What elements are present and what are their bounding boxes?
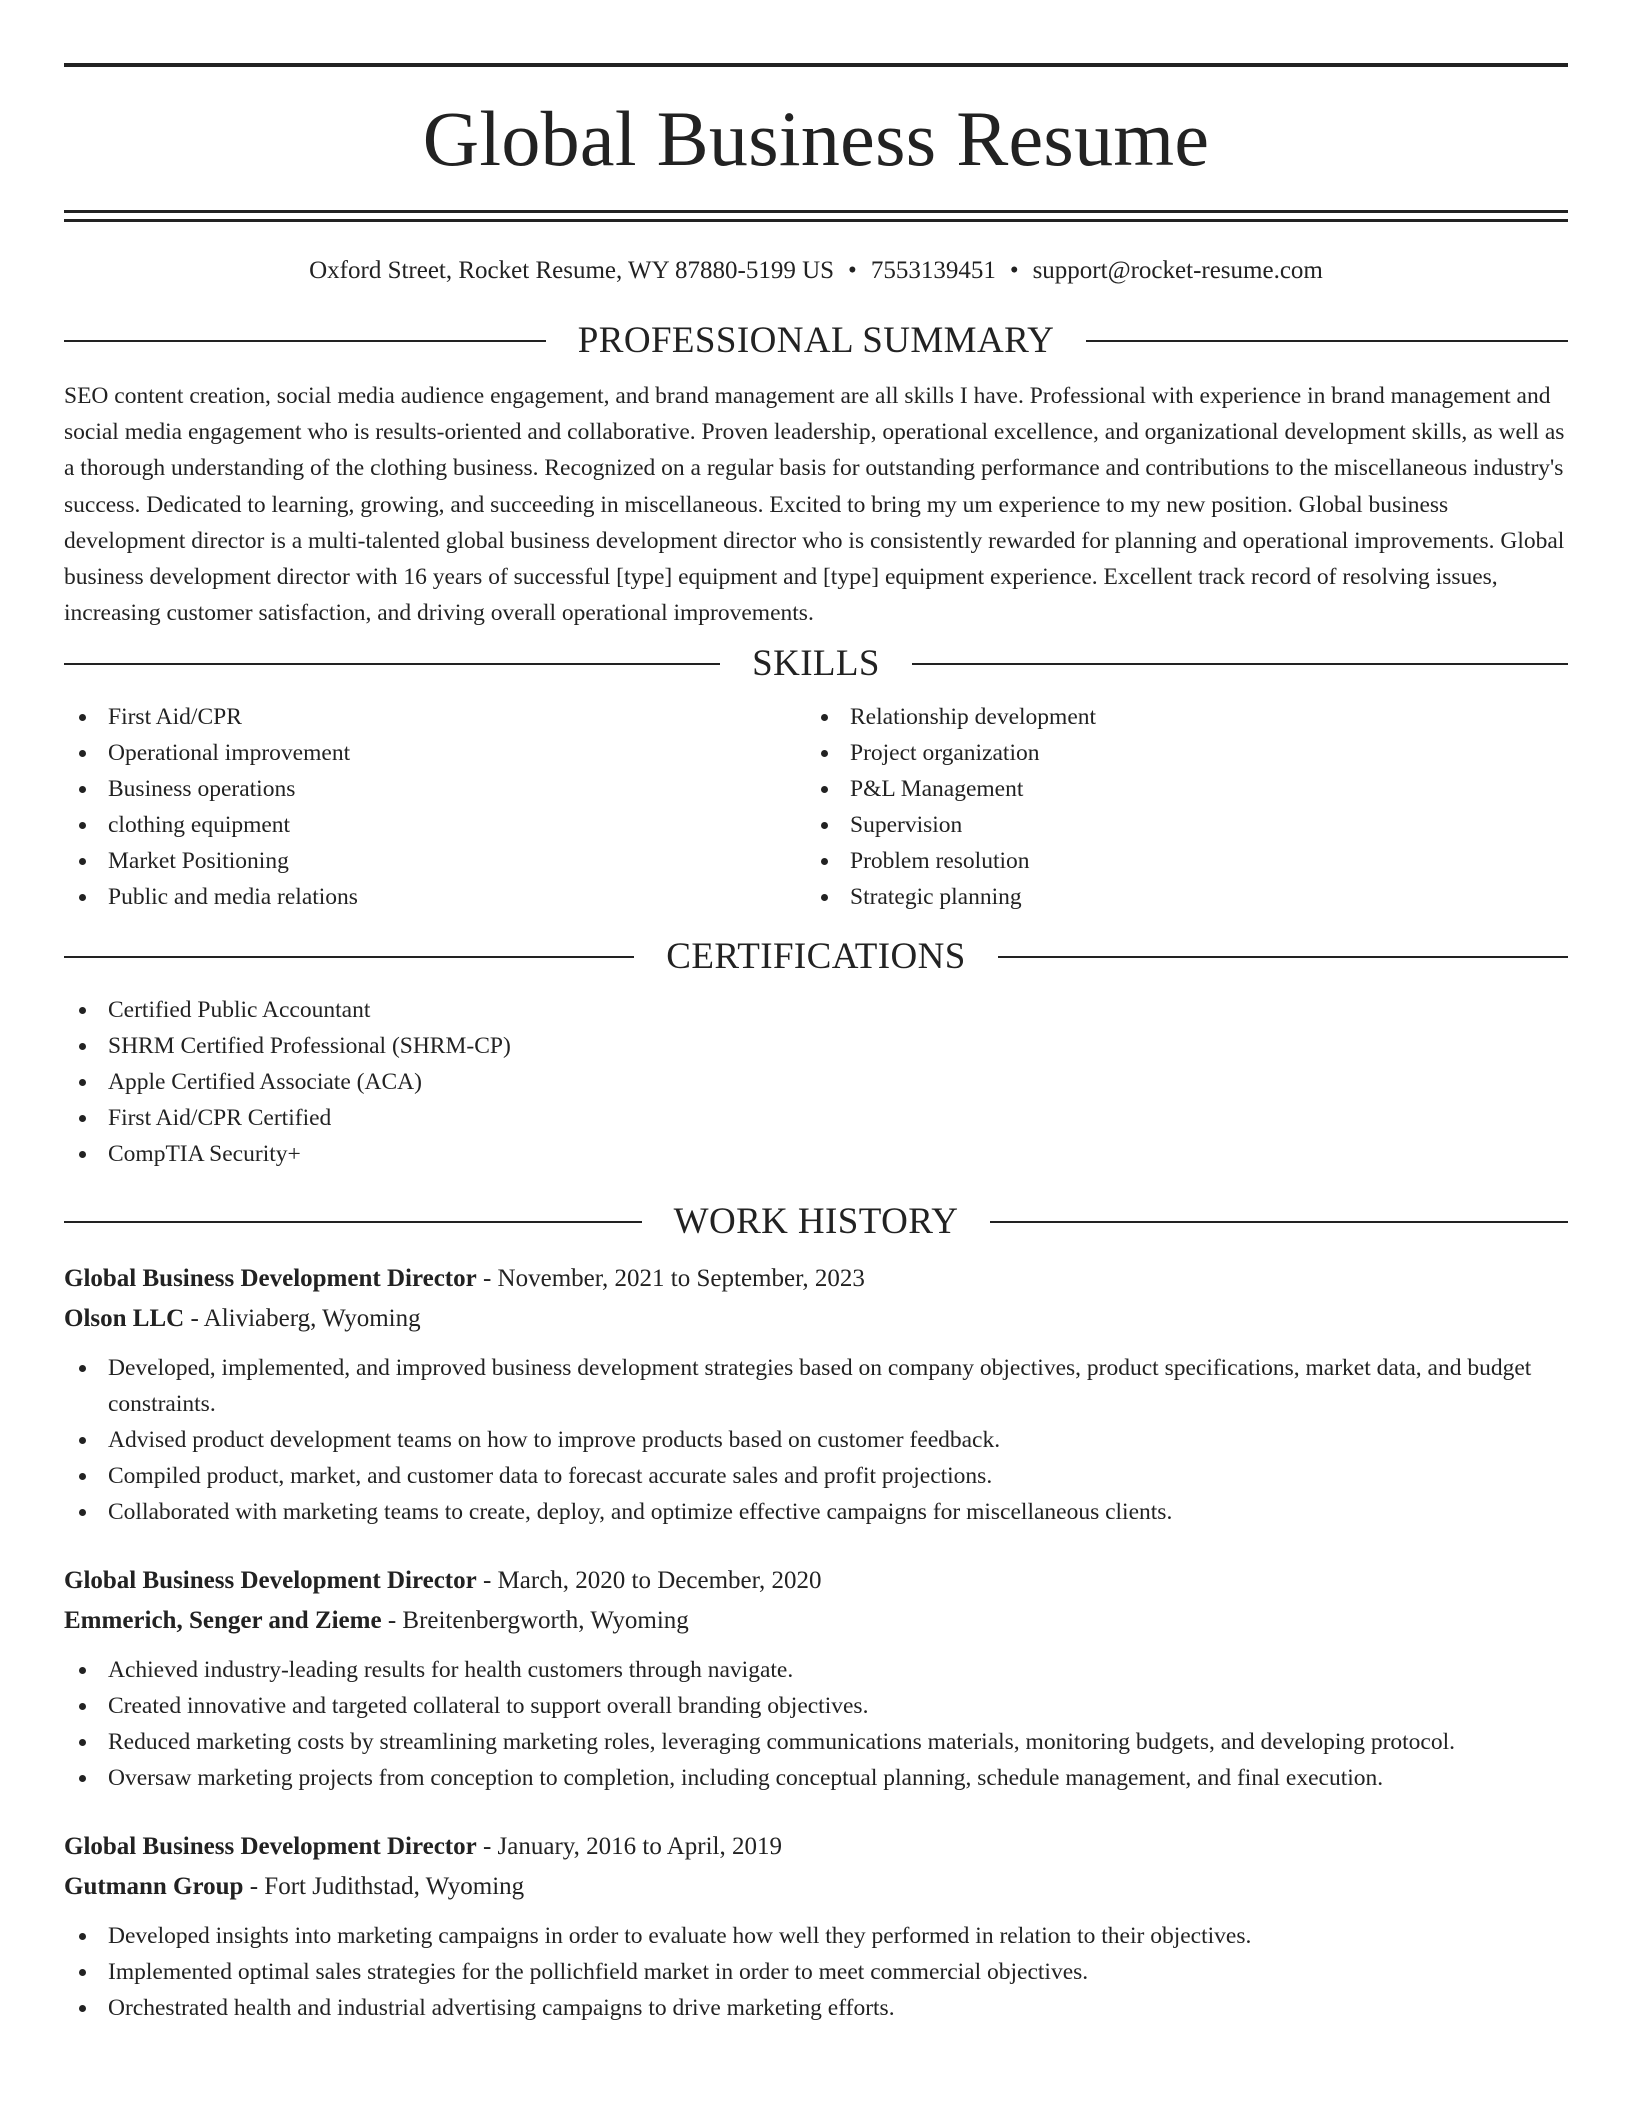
resume-title: Global Business Resume bbox=[422, 95, 1210, 182]
job-title-line bbox=[64, 1564, 1568, 1598]
job-duties-list bbox=[64, 1350, 1568, 1530]
certification-item: CompTIA Security+ bbox=[64, 1136, 1568, 1172]
skills-right-column bbox=[806, 699, 1568, 915]
section-divider bbox=[64, 340, 546, 342]
skill-item: Project organization bbox=[806, 735, 1568, 771]
summary-heading: PROFESSIONAL SUMMARY bbox=[577, 320, 1055, 361]
section-divider bbox=[64, 663, 720, 665]
skill-item: Relationship development bbox=[806, 699, 1568, 735]
certifications-list bbox=[64, 992, 1568, 1172]
contact-email: support@rocket-resume.com bbox=[1032, 257, 1323, 284]
section-divider bbox=[1086, 340, 1568, 342]
job-title-line bbox=[64, 1830, 1568, 1864]
skill-item: Business operations bbox=[64, 771, 806, 807]
skills-section-header bbox=[64, 644, 1568, 684]
skill-item: Public and media relations bbox=[64, 879, 806, 915]
summary-section-header bbox=[64, 321, 1568, 361]
job-duty-item: Achieved industry-leading results for health customers through navigate. bbox=[64, 1652, 1568, 1688]
skill-item: Problem resolution bbox=[806, 843, 1568, 879]
certification-item: First Aid/CPR Certified bbox=[64, 1100, 1568, 1136]
work-history-section-header bbox=[64, 1202, 1568, 1242]
work-history-list bbox=[64, 1262, 1568, 2026]
section-divider bbox=[990, 1221, 1568, 1223]
job-title: Global Business Development Director bbox=[64, 1833, 477, 1861]
job-company-line bbox=[64, 1870, 1568, 1904]
job-company: Emmerich, Senger and Zieme bbox=[64, 1607, 382, 1635]
header-double-rule bbox=[64, 210, 1568, 222]
job-entry bbox=[64, 1262, 1568, 1530]
skill-item: Supervision bbox=[806, 807, 1568, 843]
job-duty-item: Implemented optimal sales strategies for the pollichfield market in order to meet commercial objectives. bbox=[64, 1954, 1568, 1990]
skill-item: clothing equipment bbox=[64, 807, 806, 843]
skills-heading: SKILLS bbox=[752, 643, 880, 685]
job-title: Global Business Development Director bbox=[64, 1567, 477, 1595]
job-duties-list bbox=[64, 1652, 1568, 1796]
certification-item: Apple Certified Associate (ACA) bbox=[64, 1064, 1568, 1100]
certification-item: SHRM Certified Professional (SHRM-CP) bbox=[64, 1028, 1568, 1064]
contact-separator: • bbox=[1009, 257, 1019, 284]
job-duty-item: Compiled product, market, and customer data to forecast accurate sales and profit projections. bbox=[64, 1458, 1568, 1494]
section-divider bbox=[998, 956, 1568, 958]
contact-line bbox=[64, 256, 1568, 286]
job-duty-item: Advised product development teams on how to improve products based on customer feedback. bbox=[64, 1422, 1568, 1458]
job-duty-item: Collaborated with marketing teams to create, deploy, and optimize effective campaigns for miscellaneous clients. bbox=[64, 1494, 1568, 1530]
job-dates: - November, 2021 to September, 2023 bbox=[476, 1265, 865, 1293]
summary-text: SEO content creation, social media audience engagement, and brand management are all skills I have. Professional with experience in brand management and social media engagement who is results-oriented and collaborative. Proven leadership, operational excellence, and organizational development skills, as well as a thorough understanding of the clothing business. Recognized on a regular basis for outstanding performance and contributions to the miscellaneous industry's success. Dedicated to learning, growing, and succeeding in miscellaneous. Excited to bring my um experience to my new position. Global business development director is a multi-talented global business development director who is consistently rewarded for planning and operational improvements. Global business development director with 16 years of successful [type] equipment and [type] equipment experience. Excellent track record of resolving issues, increasing customer satisfaction, and driving overall operational improvements. bbox=[64, 383, 1565, 627]
job-duty-item: Oversaw marketing projects from conception to completion, including conceptual planning, schedule management, and final execution. bbox=[64, 1760, 1568, 1796]
job-title: Global Business Development Director bbox=[64, 1265, 477, 1293]
certifications-heading: CERTIFICATIONS bbox=[666, 936, 966, 978]
skill-item: First Aid/CPR bbox=[64, 699, 806, 735]
job-duty-item: Reduced marketing costs by streamlining marketing roles, leveraging communications materials, monitoring budgets, and developing protocol. bbox=[64, 1724, 1568, 1760]
skill-item: Operational improvement bbox=[64, 735, 806, 771]
section-divider bbox=[64, 956, 634, 958]
job-dates: - March, 2020 to December, 2020 bbox=[476, 1567, 822, 1595]
section-divider bbox=[64, 1221, 642, 1223]
job-company: Olson LLC bbox=[64, 1305, 185, 1333]
job-title-line bbox=[64, 1262, 1568, 1296]
job-location: - Aliviaberg, Wyoming bbox=[184, 1305, 421, 1333]
job-duties-list bbox=[64, 1918, 1568, 2026]
job-entry bbox=[64, 1564, 1568, 1796]
section-divider bbox=[912, 663, 1568, 665]
certifications-section-header bbox=[64, 937, 1568, 977]
skill-item: Strategic planning bbox=[806, 879, 1568, 915]
contact-address: Oxford Street, Rocket Resume, WY 87880-5199 US bbox=[309, 257, 835, 284]
job-company: Gutmann Group bbox=[64, 1873, 244, 1901]
job-company-line bbox=[64, 1302, 1568, 1336]
contact-separator: • bbox=[848, 257, 857, 284]
job-company-line bbox=[64, 1604, 1568, 1638]
job-location: - Fort Judithstad, Wyoming bbox=[243, 1873, 525, 1901]
skills-left-column bbox=[64, 699, 806, 915]
job-duty-item: Created innovative and targeted collateral to support overall branding objectives. bbox=[64, 1688, 1568, 1724]
job-location: - Breitenbergworth, Wyoming bbox=[381, 1607, 689, 1635]
skills-grid bbox=[64, 699, 1568, 915]
job-entry bbox=[64, 1830, 1568, 2026]
job-duty-item: Orchestrated health and industrial advertising campaigns to drive marketing efforts. bbox=[64, 1990, 1568, 2026]
skill-item: P&L Management bbox=[806, 771, 1568, 807]
certification-item: Certified Public Accountant bbox=[64, 992, 1568, 1028]
skill-item: Market Positioning bbox=[64, 843, 806, 879]
job-duty-item: Developed, implemented, and improved business development strategies based on company objectives, product specifications, market data, and budget constraints. bbox=[64, 1350, 1568, 1422]
contact-phone: 7553139451 bbox=[870, 257, 996, 284]
work-history-heading: WORK HISTORY bbox=[673, 1201, 959, 1243]
job-dates: - January, 2016 to April, 2019 bbox=[476, 1833, 783, 1861]
job-duty-item: Developed insights into marketing campaigns in order to evaluate how well they performed in relation to their objectives. bbox=[64, 1918, 1568, 1954]
header-top-rule bbox=[64, 63, 1568, 67]
